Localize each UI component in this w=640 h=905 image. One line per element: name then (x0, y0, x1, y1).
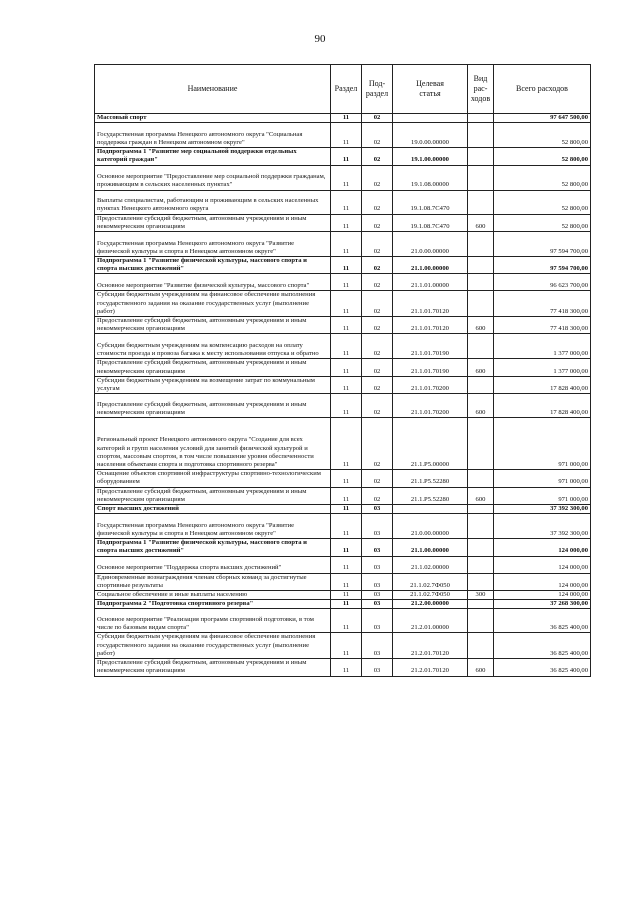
cell-name: Единовременные вознаграждения членам сборных команд за достигнутые спортивные результаты (95, 573, 331, 590)
cell-podrazdel: 02 (362, 114, 393, 123)
cell-name: Подпрограмма 1 "Развитие физической культуры, массового спорта и спорта высших достижений" (95, 539, 331, 556)
cell-tselevaya-statya: 19.0.00.00000 (393, 123, 468, 148)
table-row (95, 291, 591, 317)
header-razdel: Раздел (331, 65, 362, 114)
cell-podrazdel: 02 (362, 376, 393, 393)
cell-total: 971 000,00 (494, 487, 591, 504)
cell-name: Государственная программа Ненецкого автономного округа "Развитие физической культуры и спорта в Ненецком автономном округе" (95, 514, 331, 539)
cell-vid-rashodov (468, 334, 494, 359)
cell-podrazdel: 02 (362, 165, 393, 190)
cell-razdel: 11 (331, 123, 362, 148)
table-row (95, 334, 591, 359)
table-row (95, 190, 591, 214)
cell-razdel: 11 (331, 600, 362, 609)
table-row (95, 591, 591, 600)
cell-total: 37 268 300,00 (494, 600, 591, 609)
cell-total: 36 825 400,00 (494, 659, 591, 676)
cell-name: Предоставление субсидий бюджетным, автономным учреждениям и иным некоммерческим организациям (95, 487, 331, 504)
cell-tselevaya-statya: 19.1.08.7С470 (393, 214, 468, 231)
cell-tselevaya-statya: 21.1.02.7Ф050 (393, 591, 468, 600)
cell-tselevaya-statya: 21.2.01.70120 (393, 659, 468, 676)
table-row (95, 470, 591, 487)
cell-name: Субсидии бюджетным учреждениям на компенсацию расходов на оплату стоимости проезда и провоза багажа к месту использования отпуска и обратно (95, 334, 331, 359)
cell-name: Основное мероприятие "Реализация программ спортивной подготовки, в том числе по базовым видам спорта" (95, 609, 331, 633)
cell-podrazdel: 03 (362, 505, 393, 514)
cell-name: Субсидии бюджетным учреждениям на финансовое обеспечение выполнения государственного задания на оказание государственных услуг (выполнение работ) (95, 291, 331, 317)
table-row (95, 418, 591, 470)
cell-tselevaya-statya (393, 114, 468, 123)
cell-vid-rashodov (468, 505, 494, 514)
cell-podrazdel: 02 (362, 214, 393, 231)
table-row (95, 257, 591, 274)
table-row (95, 359, 591, 376)
cell-vid-rashodov (468, 600, 494, 609)
cell-total: 37 392 300,00 (494, 505, 591, 514)
table-row (95, 214, 591, 231)
cell-total: 52 800,00 (494, 214, 591, 231)
cell-razdel: 11 (331, 659, 362, 676)
cell-podrazdel: 02 (362, 359, 393, 376)
cell-total: 97 647 500,00 (494, 114, 591, 123)
cell-podrazdel: 03 (362, 659, 393, 676)
cell-razdel: 11 (331, 539, 362, 556)
cell-vid-rashodov (468, 470, 494, 487)
cell-tselevaya-statya: 21.1.P5.52280 (393, 470, 468, 487)
cell-podrazdel: 02 (362, 418, 393, 470)
cell-podrazdel: 02 (362, 291, 393, 317)
cell-name: Оснащение объектов спортивной инфраструктуры спортивно-технологическим оборудованием (95, 470, 331, 487)
table-row (95, 123, 591, 148)
cell-razdel: 11 (331, 257, 362, 274)
cell-total: 52 800,00 (494, 148, 591, 165)
cell-name: Социальное обеспечение и иные выплаты населению (95, 591, 331, 600)
cell-name: Региональный проект Ненецкого автономного округа "Создание для всех категорий и групп населения условий для занятий физической культурой и спортом, массовым спортом, в том числе повышение уровня обеспеченности населения объектами спорта и подготовка спортивного резерва" (95, 418, 331, 470)
cell-total: 37 392 300,00 (494, 514, 591, 539)
table-row (95, 394, 591, 418)
cell-tselevaya-statya: 21.1.01.70190 (393, 334, 468, 359)
header-total: Всего расходов (494, 65, 591, 114)
cell-podrazdel: 03 (362, 539, 393, 556)
cell-name: Субсидии бюджетным учреждениям на возмещение затрат по коммунальным услугам (95, 376, 331, 393)
cell-razdel: 11 (331, 190, 362, 214)
cell-razdel: 11 (331, 556, 362, 573)
cell-tselevaya-statya: 21.0.00.00000 (393, 232, 468, 257)
cell-total: 52 800,00 (494, 165, 591, 190)
cell-total: 52 800,00 (494, 123, 591, 148)
cell-podrazdel: 02 (362, 123, 393, 148)
table-row (95, 232, 591, 257)
cell-razdel: 11 (331, 609, 362, 633)
cell-podrazdel: 02 (362, 190, 393, 214)
cell-name: Государственная программа Ненецкого автономного округа "Социальная поддержка граждан в Ненецком автономном округе" (95, 123, 331, 148)
cell-razdel: 11 (331, 505, 362, 514)
cell-tselevaya-statya: 21.2.01.00000 (393, 609, 468, 633)
cell-tselevaya-statya: 21.1.02.7Ф050 (393, 573, 468, 590)
cell-vid-rashodov: 600 (468, 359, 494, 376)
cell-name: Основное мероприятие "Поддержка спорта высших достижений" (95, 556, 331, 573)
header-name: Наименование (95, 65, 331, 114)
cell-total: 971 000,00 (494, 470, 591, 487)
cell-total: 36 825 400,00 (494, 609, 591, 633)
header-row (95, 65, 591, 114)
cell-name: Субсидии бюджетным учреждениям на финансовое обеспечение выполнения государственного задания на оказание государственных услуг (выполнение работ) (95, 633, 331, 659)
cell-tselevaya-statya: 21.2.00.00000 (393, 600, 468, 609)
cell-total: 77 418 300,00 (494, 317, 591, 334)
cell-name: Подпрограмма 1 "Развитие мер социальной поддержки отдельных категорий граждан" (95, 148, 331, 165)
cell-razdel: 11 (331, 232, 362, 257)
cell-tselevaya-statya: 21.1.01.70190 (393, 359, 468, 376)
cell-razdel: 11 (331, 114, 362, 123)
cell-name: Подпрограмма 1 "Развитие физической культуры, массового спорта и спорта высших достижений" (95, 257, 331, 274)
cell-vid-rashodov (468, 418, 494, 470)
cell-vid-rashodov (468, 376, 494, 393)
cell-razdel: 11 (331, 394, 362, 418)
cell-razdel: 11 (331, 470, 362, 487)
cell-vid-rashodov (468, 514, 494, 539)
table-row (95, 556, 591, 573)
cell-podrazdel: 03 (362, 609, 393, 633)
cell-total: 17 828 400,00 (494, 376, 591, 393)
cell-vid-rashodov (468, 148, 494, 165)
cell-tselevaya-statya: 21.1.01.70200 (393, 376, 468, 393)
cell-vid-rashodov (468, 539, 494, 556)
cell-tselevaya-statya: 19.1.08.00000 (393, 165, 468, 190)
cell-vid-rashodov (468, 633, 494, 659)
cell-podrazdel: 03 (362, 600, 393, 609)
cell-razdel: 11 (331, 359, 362, 376)
cell-tselevaya-statya: 21.1.P5.00000 (393, 418, 468, 470)
table-row (95, 148, 591, 165)
cell-vid-rashodov (468, 190, 494, 214)
cell-tselevaya-statya: 21.2.01.70120 (393, 633, 468, 659)
cell-total: 97 594 700,00 (494, 232, 591, 257)
page-number: 90 (314, 33, 326, 45)
cell-vid-rashodov (468, 556, 494, 573)
cell-razdel: 11 (331, 291, 362, 317)
cell-vid-rashodov: 600 (468, 487, 494, 504)
cell-total: 36 825 400,00 (494, 633, 591, 659)
cell-tselevaya-statya (393, 505, 468, 514)
cell-name: Основное мероприятие "Развитие физической культуры, массового спорта" (95, 274, 331, 291)
cell-total: 1 377 000,00 (494, 334, 591, 359)
cell-total: 971 000,00 (494, 418, 591, 470)
cell-tselevaya-statya: 21.1.01.00000 (393, 274, 468, 291)
table-row (95, 274, 591, 291)
cell-tselevaya-statya: 21.0.00.00000 (393, 514, 468, 539)
cell-podrazdel: 02 (362, 487, 393, 504)
cell-razdel: 11 (331, 514, 362, 539)
cell-vid-rashodov (468, 165, 494, 190)
cell-tselevaya-statya: 21.1.P5.52280 (393, 487, 468, 504)
cell-podrazdel: 03 (362, 633, 393, 659)
cell-total: 52 800,00 (494, 190, 591, 214)
cell-total: 124 000,00 (494, 539, 591, 556)
cell-total: 96 623 700,00 (494, 274, 591, 291)
cell-razdel: 11 (331, 376, 362, 393)
cell-name: Предоставление субсидий бюджетным, автономным учреждениям и иным некоммерческим организациям (95, 317, 331, 334)
table-row (95, 600, 591, 609)
cell-vid-rashodov (468, 291, 494, 317)
cell-razdel: 11 (331, 274, 362, 291)
table-row (95, 633, 591, 659)
cell-razdel: 11 (331, 214, 362, 231)
cell-tselevaya-statya: 19.1.00.00000 (393, 148, 468, 165)
cell-podrazdel: 02 (362, 232, 393, 257)
cell-podrazdel: 02 (362, 317, 393, 334)
table-row (95, 573, 591, 590)
cell-razdel: 11 (331, 148, 362, 165)
cell-podrazdel: 02 (362, 334, 393, 359)
table-row (95, 376, 591, 393)
header-vid-rashodov: Вид рас- ходов (468, 65, 494, 114)
table-row (95, 114, 591, 123)
cell-vid-rashodov: 600 (468, 659, 494, 676)
cell-podrazdel: 03 (362, 556, 393, 573)
cell-vid-rashodov (468, 609, 494, 633)
cell-razdel: 11 (331, 573, 362, 590)
cell-podrazdel: 02 (362, 394, 393, 418)
table-row (95, 539, 591, 556)
cell-total: 77 418 300,00 (494, 291, 591, 317)
table-row (95, 317, 591, 334)
cell-total: 124 000,00 (494, 573, 591, 590)
cell-razdel: 11 (331, 317, 362, 334)
cell-vid-rashodov: 600 (468, 317, 494, 334)
cell-podrazdel: 02 (362, 274, 393, 291)
cell-total: 124 000,00 (494, 591, 591, 600)
cell-razdel: 11 (331, 418, 362, 470)
header-podrazdel: Под- раздел (362, 65, 393, 114)
cell-vid-rashodov: 300 (468, 591, 494, 600)
cell-total: 17 828 400,00 (494, 394, 591, 418)
table-row (95, 659, 591, 676)
cell-vid-rashodov (468, 232, 494, 257)
table-row (95, 165, 591, 190)
cell-podrazdel: 03 (362, 573, 393, 590)
cell-name: Предоставление субсидий бюджетным, автономным учреждениям и иным некоммерческим организациям (95, 659, 331, 676)
cell-razdel: 11 (331, 591, 362, 600)
cell-vid-rashodov (468, 123, 494, 148)
cell-podrazdel: 02 (362, 470, 393, 487)
cell-tselevaya-statya: 21.1.01.70200 (393, 394, 468, 418)
cell-name: Государственная программа Ненецкого автономного округа "Развитие физической культуры и спорта в Ненецком автономном округе" (95, 232, 331, 257)
cell-tselevaya-statya: 19.1.08.7С470 (393, 190, 468, 214)
cell-tselevaya-statya: 21.1.02.00000 (393, 556, 468, 573)
cell-tselevaya-statya: 21.1.00.00000 (393, 257, 468, 274)
header-tselevaya-statya: Целевая статья (393, 65, 468, 114)
cell-vid-rashodov: 600 (468, 394, 494, 418)
cell-tselevaya-statya: 21.1.01.70120 (393, 317, 468, 334)
cell-vid-rashodov (468, 257, 494, 274)
cell-razdel: 11 (331, 487, 362, 504)
table-row (95, 505, 591, 514)
cell-podrazdel: 03 (362, 514, 393, 539)
table-row (95, 487, 591, 504)
cell-vid-rashodov (468, 573, 494, 590)
cell-vid-rashodov: 600 (468, 214, 494, 231)
cell-razdel: 11 (331, 165, 362, 190)
cell-name: Выплаты специалистам, работающим и проживающим в сельских населенных пунктах Ненецкого автономного округа (95, 190, 331, 214)
cell-tselevaya-statya: 21.1.00.00000 (393, 539, 468, 556)
cell-vid-rashodov (468, 274, 494, 291)
cell-razdel: 11 (331, 633, 362, 659)
cell-podrazdel: 03 (362, 591, 393, 600)
cell-name: Предоставление субсидий бюджетным, автономным учреждениям и иным некоммерческим организациям (95, 394, 331, 418)
cell-podrazdel: 02 (362, 148, 393, 165)
budget-table (94, 64, 591, 677)
table-row (95, 609, 591, 633)
cell-name: Основное мероприятие "Предоставление мер социальной поддержки гражданам, проживающим в сельских населенных пунктах" (95, 165, 331, 190)
cell-name: Подпрограмма 2 "Подготовка спортивного резерва" (95, 600, 331, 609)
cell-podrazdel: 02 (362, 257, 393, 274)
cell-name: Предоставление субсидий бюджетным, автономным учреждениям и иным некоммерческим организациям (95, 214, 331, 231)
table-row (95, 514, 591, 539)
cell-razdel: 11 (331, 334, 362, 359)
cell-vid-rashodov (468, 114, 494, 123)
cell-name: Предоставление субсидий бюджетным, автономным учреждениям и иным некоммерческим организациям (95, 359, 331, 376)
cell-tselevaya-statya: 21.1.01.70120 (393, 291, 468, 317)
cell-name: Массовый спорт (95, 114, 331, 123)
cell-total: 124 000,00 (494, 556, 591, 573)
cell-total: 1 377 000,00 (494, 359, 591, 376)
cell-name: Спорт высших достижений (95, 505, 331, 514)
cell-total: 97 594 700,00 (494, 257, 591, 274)
